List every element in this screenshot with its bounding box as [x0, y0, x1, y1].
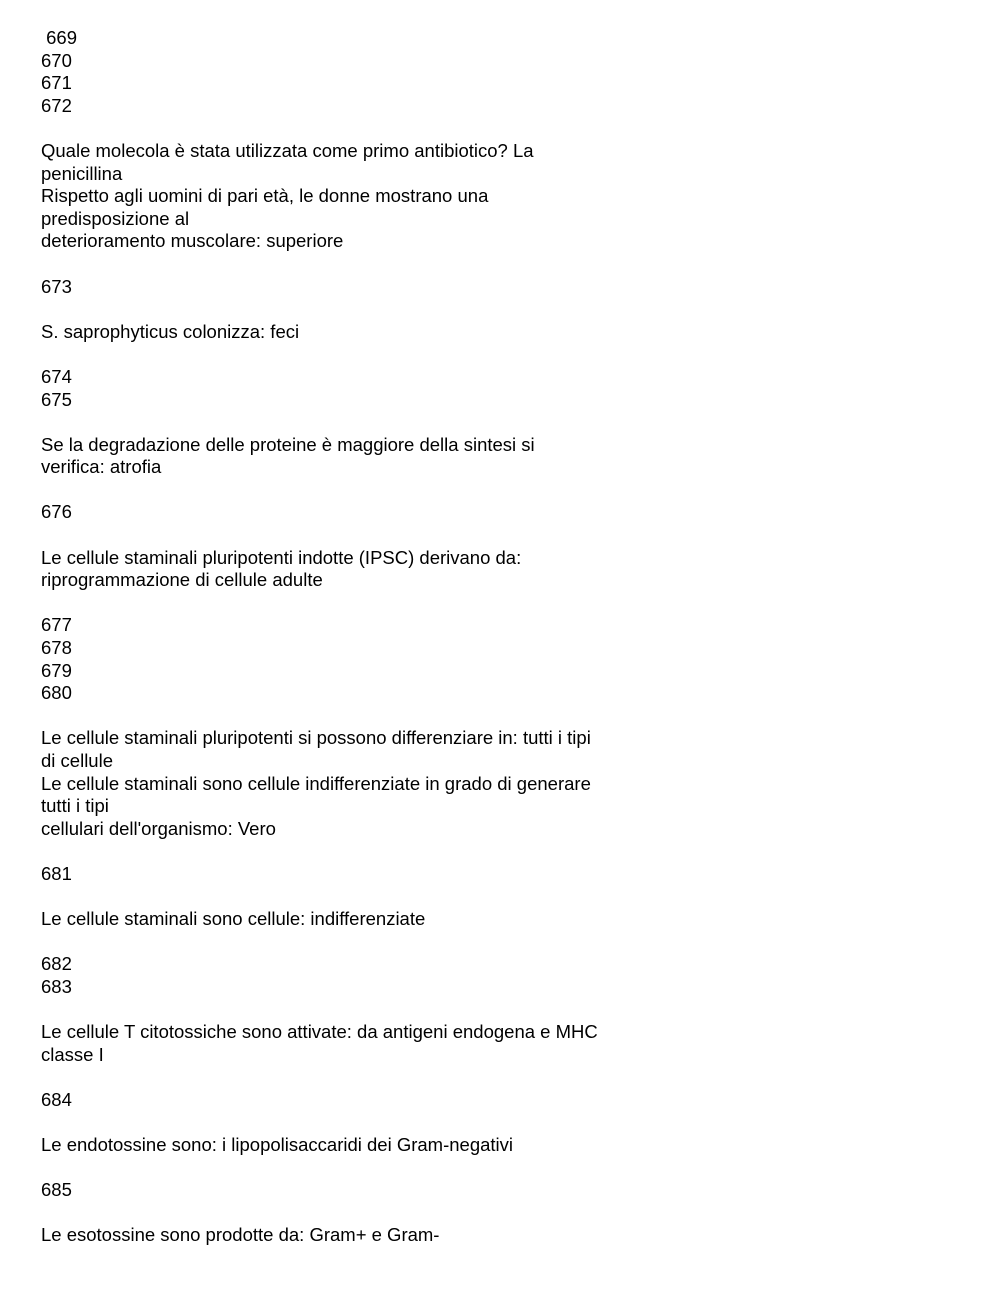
- question-number: 683: [41, 975, 72, 997]
- question-number: 672: [41, 94, 72, 116]
- text-line: cellulari dell'organismo: Vero: [41, 817, 276, 839]
- question-number: 679: [41, 659, 72, 681]
- question-number: 669: [41, 27, 78, 48]
- text-line: Se la degradazione delle proteine è maggiore della sintesi si: [41, 433, 535, 455]
- blank-line: [41, 524, 641, 547]
- question-number: 670: [41, 49, 72, 71]
- question-number: 681: [41, 862, 72, 884]
- blank-line: [41, 1202, 641, 1225]
- question-number: 677: [41, 614, 72, 636]
- question-number: 685: [41, 1179, 72, 1201]
- text-line: riprogrammazione di cellule adulte: [41, 569, 323, 591]
- text-line: penicillina: [41, 162, 123, 184]
- text-line: di cellule: [41, 750, 113, 771]
- text-line: S. saprophyticus colonizza: feci: [41, 320, 300, 342]
- blank-line: [41, 479, 641, 502]
- text-line: Le endotossine sono: i lipopolisaccaridi dei Gram-negativi: [41, 1134, 514, 1156]
- question-number: 674: [41, 365, 72, 387]
- question-number: 682: [41, 953, 72, 975]
- blank-line: [41, 411, 641, 434]
- text-line: Le cellule staminali sono cellule: indifferenziate: [41, 908, 426, 930]
- document-text: [41, 27, 641, 1247]
- blank-line: [41, 931, 641, 954]
- blank-line: [41, 840, 641, 863]
- question-number: 676: [41, 501, 72, 523]
- blank-line: [41, 1157, 641, 1180]
- question-number: 675: [41, 388, 72, 410]
- text-line: Quale molecola è stata utilizzata come primo antibiotico? La: [41, 139, 534, 161]
- blank-line: [41, 1066, 641, 1089]
- text-line: verifica: atrofia: [41, 456, 162, 478]
- blank-line: [41, 705, 641, 728]
- question-number: 671: [41, 72, 72, 94]
- blank-line: [41, 886, 641, 909]
- blank-line: [41, 253, 641, 276]
- question-number: 673: [41, 275, 72, 297]
- blank-line: [41, 592, 641, 615]
- question-number: 678: [41, 637, 72, 659]
- text-line: Le cellule staminali pluripotenti si possono differenziare in: tutti i tipi: [41, 727, 591, 749]
- text-line: Le cellule staminali sono cellule indifferenziate in grado di generare: [41, 772, 591, 794]
- text-line: predisposizione al: [41, 207, 190, 229]
- question-number: 684: [41, 1088, 72, 1110]
- text-line: tutti i tipi: [41, 795, 109, 817]
- text-line: Rispetto agli uomini di pari età, le donne mostrano una: [41, 185, 489, 207]
- text-line: Le cellule staminali pluripotenti indotte (IPSC) derivano da:: [41, 546, 522, 568]
- question-number: 680: [41, 682, 72, 704]
- blank-line: [41, 117, 641, 140]
- text-line: deterioramento muscolare: superiore: [41, 230, 344, 252]
- text-line: Le cellule T citotossiche sono attivate: da antigeni endogena e MHC: [41, 1021, 598, 1043]
- blank-line: [41, 298, 641, 321]
- blank-line: [41, 999, 641, 1022]
- blank-line: [41, 1112, 641, 1135]
- text-line: Le esotossine sono prodotte da: Gram+ e Gram-: [41, 1224, 440, 1246]
- text-line: classe I: [41, 1043, 104, 1065]
- blank-line: [41, 343, 641, 366]
